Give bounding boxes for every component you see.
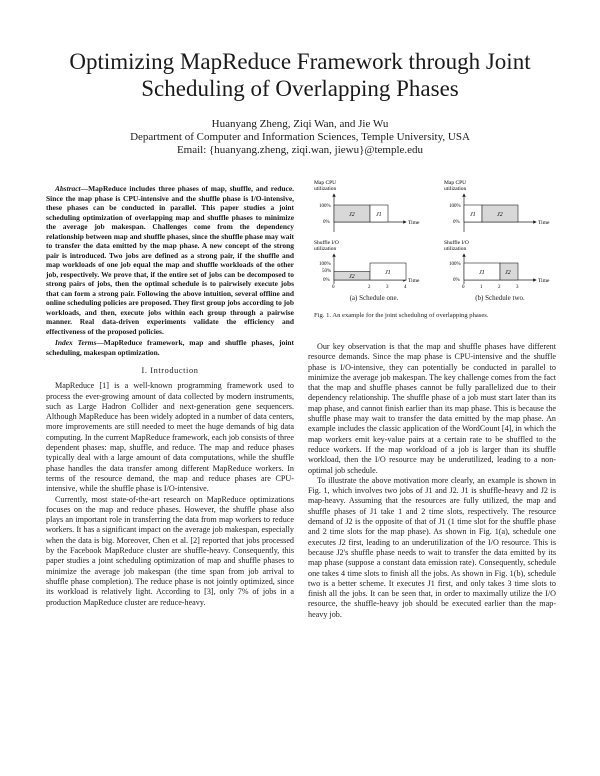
figure-caption: Fig. 1. An example for the joint scheduling of overlapping phases. (314, 312, 489, 319)
body-paragraph: MapReduce [1] is a well-known programming framework used to process the ever-growing amount of data collected by modern instruments, such as Large Hadron Collider and next-generation gene sequencers. Although MapReduce has been widely adopted in a number of data centers, more improvements are still needed to meet the huge demands of big data computing. In the current MapReduce framework, each job consists of three dependent phases: map, shuffle, and reduce. The map and reduce phases typically deal with a large amount of data computations, while the shuffle phase handles the data transfer among different MapReduce workers. In terms of the resource demand, the map and reduce phases are CPU-intensive, while the shuffle phase is I/O-intensive. (46, 381, 294, 494)
shuffle-axis-label: Shuffle I/O (314, 240, 339, 246)
panel-a (314, 180, 420, 290)
map-axis-label: utilization (444, 186, 467, 192)
left-column (46, 184, 294, 608)
tick-100: 100% (319, 262, 331, 267)
x-tick: 1 (480, 285, 483, 290)
map-axis-label: Map CPU (444, 180, 467, 186)
x-tick: 0 (332, 285, 335, 290)
section-heading-introduction: I. Introduction (141, 366, 199, 375)
x-tick: 3 (516, 285, 519, 290)
abstract-lead: Abstract (55, 184, 81, 193)
x-tick: 3 (386, 285, 389, 290)
shuffle-job-label: J1 (479, 270, 485, 276)
tick-50: 50% (322, 269, 332, 274)
index-terms-lead: Index Terms (55, 338, 97, 347)
shuffle-job-label: J2 (505, 270, 511, 276)
author-affiliation: Department of Computer and Information Sciences, Temple University, USA (130, 131, 470, 143)
shuffle-job-label: J2 (349, 274, 355, 280)
map-axis-label: utilization (314, 186, 337, 192)
abstract-text: —MapReduce includes three phases of map, shuffle, and reduce. Since the map phase is CPU-intensive and the shuffle phase is I/O-intensive, these phases can be conducted in parallel. This paper studies a joint scheduling optimization of overlapping map and shuffle phases to minimize the average job makespan. Challenges come from the dependency relationship between map and shuffle phases, since the shuffle phase may wait to transfer the data emitted by the map phase. A new concept of the strong pair is introduced. Two jobs are defined as a strong pair, if the shuffle and map workloads of one job equal the map and shuffle workloads of the other job, respectively. We prove that, if the entire set of jobs can be decomposed to strong pairs of jobs, then the optimal schedule is to pairwisely execute jobs that can form a strong pair. Following the above intuition, several offline and online scheduling policies are proposed. They first group jobs according to job workloads, and then, execute jobs within each group through a pairwise manner. Real data-driven experiments validate the efficiency and effectiveness of the proposed policies. (46, 184, 294, 336)
shuffle-axis-label: utilization (444, 246, 467, 252)
tick-100: 100% (319, 204, 331, 209)
time-label: Time (538, 278, 550, 284)
author-email: Email: {huanyang.zheng, ziqi.wan, jiewu}@temple.edu (176, 144, 424, 156)
x-tick: 0 (462, 285, 465, 290)
map-job-label: J2 (497, 212, 503, 218)
shuffle-axis-label: utilization (314, 246, 337, 252)
time-label: Time (538, 220, 550, 226)
shuffle-axis-label: Shuffle I/O (444, 240, 469, 246)
author-block (40, 118, 560, 157)
panel-b (444, 180, 550, 290)
index-terms-text: —MapReduce framework, map and shuffle phases, joint scheduling, makespan optimization. (46, 338, 294, 357)
map-job-label: J1 (376, 212, 382, 218)
body-paragraph: Currently, most state-of-the-art research on MapReduce optimizations focuses on the map and reduce phases. However, the shuffle phase also plays an important role in transferring the data from map workers to reduce workers. It has a significant impact on the average job makespan, especially when the data is big. Moreover, Chen et al. [2] reported that jobs processed by the Facebook MapReduce cluster are shuffle-heavy. Consequently, this paper studies a joint scheduling optimization of map and shuffle phases to minimize the average job makespan (the time span from job arrival to shuffle phase completion). The reduce phase is not jointly optimized, since its workload is relatively light. According to [3], only 7% of jobs in a production MapReduce cluster are reduce-heavy. (46, 494, 294, 607)
time-label: Time (408, 278, 420, 284)
paper-title: Optimizing MapReduce Framework through Joint Scheduling of Overlapping Phases (69, 49, 531, 101)
tick-100: 100% (449, 262, 461, 267)
tick-0: 0% (323, 220, 330, 225)
x-tick: 2 (498, 285, 501, 290)
map-job-label: J1 (470, 212, 476, 218)
figure-1-diagram (310, 176, 558, 296)
body-paragraph: To illustrate the above motivation more clearly, an example is shown in Fig. 1, which involves two jobs of J1 and J2. J1 is shuffle-heavy and J2 is map-heavy. Assuming that the resources are fully utilized, the map and shuffle phases of J1 take 1 and 2 time slots, respectively. The resource demand of J2 is the opposite of that of J1 (1 time slot for the shuffle phase and 2 time slots for the map phase). As shown in Fig. 1(a), schedule one executes J2 first, leading to an underutilization of the I/O resource. This is because J2's shuffle phase needs to wait to transfer the data emitted by its map phase (suppose a constant data emission rate). Consequently, schedule one takes 4 time slots to finish all the jobs. As shown in Fig. 1(b), schedule two is a better scheme. It executes J1 first, and only takes 3 time slots to finish all the jobs. It can be seen that, in order to maximally utilize the I/O resource, the shuffle-heavy job should be executed earlier than the map-heavy job. (308, 475, 556, 619)
tick-0: 0% (453, 220, 460, 225)
index-terms (46, 338, 294, 357)
right-column (308, 342, 556, 620)
tick-0: 0% (323, 278, 330, 283)
figure-1 (310, 176, 558, 328)
time-label: Time (408, 220, 420, 226)
abstract (46, 184, 294, 336)
map-axis-label: Map CPU (314, 180, 337, 186)
x-tick: 4 (404, 285, 407, 290)
author-names: Huanyang Zheng, Ziqi Wan, and Jie Wu (211, 118, 389, 130)
map-job-label: J2 (349, 212, 355, 218)
body-paragraph: Our key observation is that the map and shuffle phases have different resource demands. Since the map phase is CPU-intensive and the shuffle phase is I/O-intensive, they can potentially be conducted in parallel to minimize the average job makespan. The key challenge comes from the fact that the map and shuffle phases cannot be fully parallelized due to their dependency relationship. The shuffle phase of a job must start later than its map phase, and cannot finish earlier than its map phase. This is because the shuffle phase may wait to transfer the data emitted by the map phase. An example includes the classic application of the WordCount [4], in which the map workers emit key-value pairs at a certain rate to be shuffled to the reduce workers. If the map workload of a job is larger than its shuffle workload, then the I/O resource may be underutilized, leading to a non-optimal job schedule. (308, 342, 556, 475)
x-tick: 2 (368, 285, 371, 290)
tick-100: 100% (449, 204, 461, 209)
tick-0: 0% (453, 278, 460, 283)
subcaption-a: (a) Schedule one. (349, 294, 399, 302)
subcaption-b: (b) Schedule two. (475, 294, 525, 302)
shuffle-job-label: J1 (385, 270, 391, 276)
